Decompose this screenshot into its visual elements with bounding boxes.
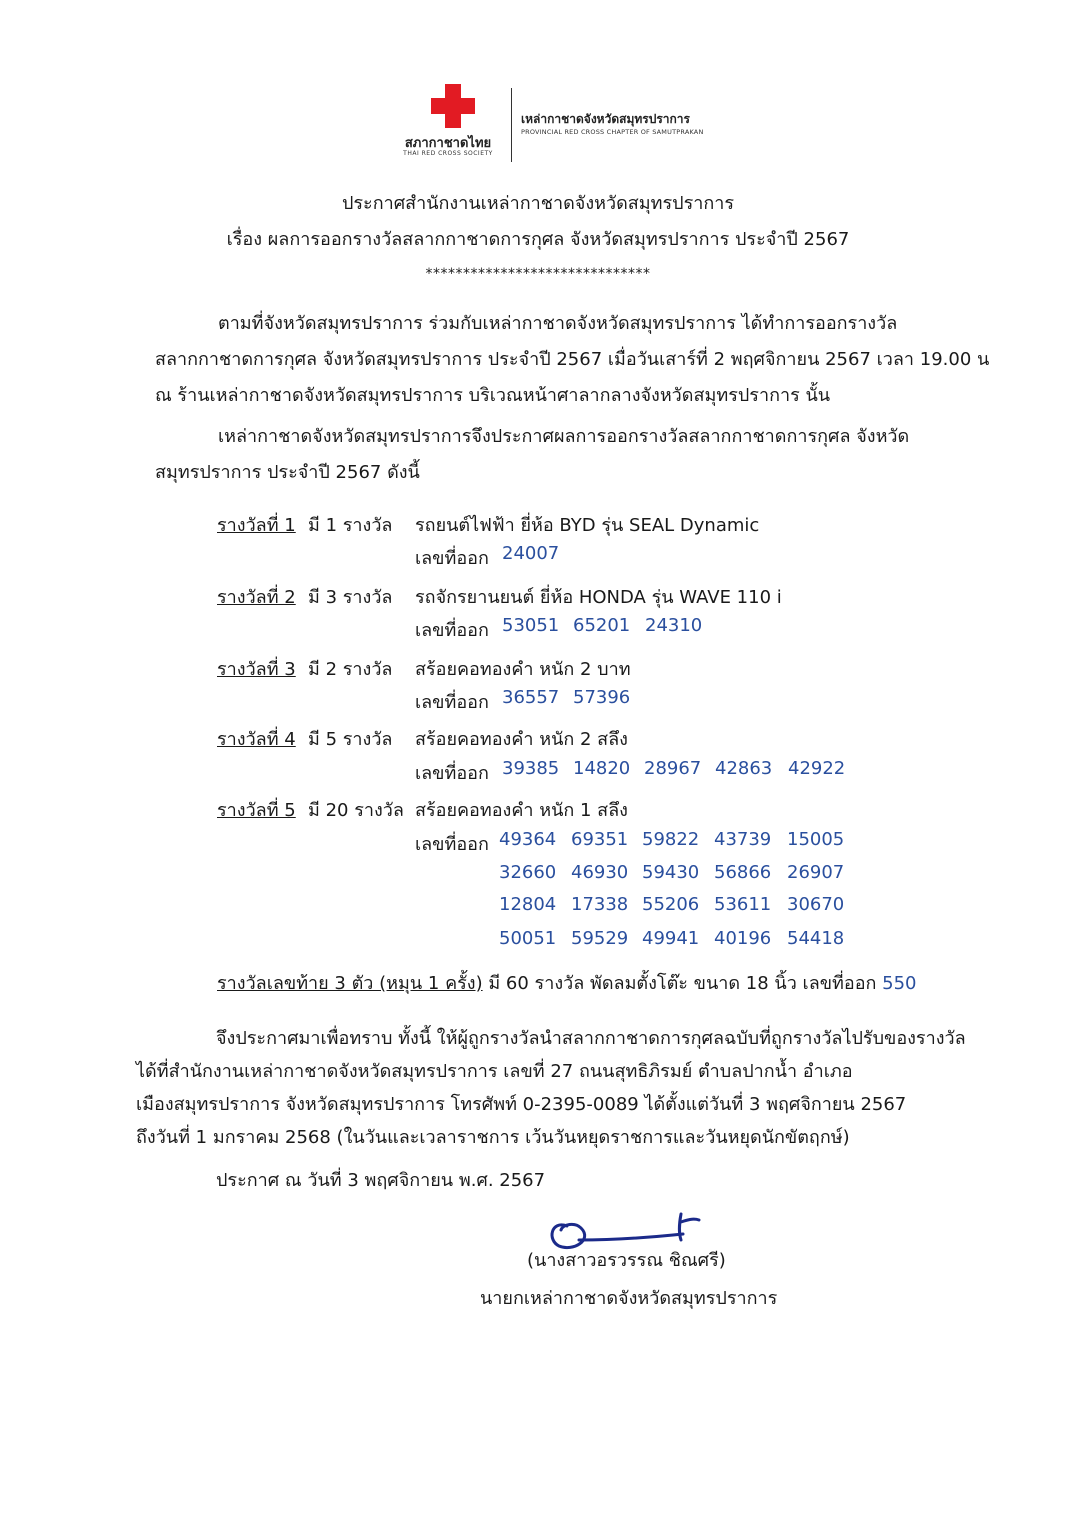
chapter-name-thai: เหล่ากาชาดจังหวัดสมุทรปราการ bbox=[521, 112, 690, 126]
prize-4-number: 14820 bbox=[573, 758, 631, 779]
prize-4-drawn-label: เลขที่ออก bbox=[415, 763, 489, 784]
prize-5-number: 43739 bbox=[714, 829, 772, 850]
prize-3-label: รางวัลที่ 3 bbox=[217, 659, 296, 680]
claim-line-3: เมืองสมุทรปราการ จังหวัดสมุทรปราการ โทรศัพท์ 0-2395-0089 ได้ตั้งแต่วันที่ 3 พฤศจิกายน 2567 bbox=[136, 1094, 907, 1115]
prize-3-number: 57396 bbox=[573, 687, 631, 708]
prize-1-desc: รถยนต์ไฟฟ้า ยี่ห้อ BYD รุ่น SEAL Dynamic bbox=[415, 515, 760, 536]
prize-5-number: 56866 bbox=[714, 862, 772, 883]
announce-line-1: เหล่ากาชาดจังหวัดสมุทรปราการจึงประกาศผลการออกรางวัลสลากกาชาดการกุศล จังหวัด bbox=[218, 426, 910, 447]
prize-5-number: 49941 bbox=[642, 928, 700, 949]
prize-5-count: มี 20 รางวัล bbox=[308, 800, 404, 821]
claim-line-1: จึงประกาศมาเพื่อทราบ ทั้งนี้ ให้ผู้ถูกรางวัลนำสลากกาชาดการกุศลฉบับที่ถูกรางวัลไปรับของรางวัล bbox=[216, 1028, 966, 1049]
prize-2-drawn-label: เลขที่ออก bbox=[415, 620, 489, 641]
last3-prize-line bbox=[217, 968, 917, 997]
prize-5-number: 54418 bbox=[787, 928, 845, 949]
prize-5-number: 59430 bbox=[642, 862, 700, 883]
prize-5-number: 53611 bbox=[714, 894, 772, 915]
prize-4-desc: สร้อยคอทองคำ หนัก 2 สลึง bbox=[415, 729, 628, 750]
prize-4-number: 28967 bbox=[644, 758, 702, 779]
announce-date: ประกาศ ณ วันที่ 3 พฤศจิกายน พ.ศ. 2567 bbox=[216, 1170, 546, 1191]
claim-line-4: ถึงวันที่ 1 มกราคม 2568 (ในวันและเวลาราชการ เว้นวันหยุดราชการและวันหยุดนักขัตฤกษ์) bbox=[136, 1127, 850, 1148]
announcement-subject: เรื่อง ผลการออกรางวัลสลากกาชาดการกุศล จังหวัดสมุทรปราการ ประจำปี 2567 bbox=[226, 229, 850, 250]
prize-4-number: 39385 bbox=[502, 758, 560, 779]
prize-5-number: 59822 bbox=[642, 829, 700, 850]
prize-1-drawn-label: เลขที่ออก bbox=[415, 548, 489, 569]
separator-stars: ****************************** bbox=[425, 266, 651, 282]
prize-5-drawn-label: เลขที่ออก bbox=[415, 834, 489, 855]
intro-line-2: สลากกาชาดการกุศล จังหวัดสมุทรปราการ ประจำปี 2567 เมื่อวันเสาร์ที่ 2 พฤศจิกายน 2567 เวลา 19.00 น bbox=[155, 349, 990, 370]
last3-label: รางวัลเลขท้าย 3 ตัว (หมุน 1 ครั้ง) bbox=[217, 973, 483, 994]
prize-5-number: 30670 bbox=[787, 894, 845, 915]
prize-5-number: 50051 bbox=[499, 928, 557, 949]
prize-2-number: 24310 bbox=[645, 615, 703, 636]
announce-line-2: สมุทรปราการ ประจำปี 2567 ดังนี้ bbox=[155, 462, 420, 483]
prize-5-number: 55206 bbox=[642, 894, 700, 915]
prize-5-number: 69351 bbox=[571, 829, 629, 850]
signer-name: (นางสาวอรวรรณ ชิณศรี) bbox=[527, 1250, 726, 1271]
last3-number: 550 bbox=[882, 973, 917, 994]
prize-1-count: มี 1 รางวัล bbox=[308, 515, 393, 536]
prize-5-number: 32660 bbox=[499, 862, 557, 883]
prize-4-count: มี 5 รางวัล bbox=[308, 729, 393, 750]
prize-3-drawn-label: เลขที่ออก bbox=[415, 692, 489, 713]
prize-5-number: 17338 bbox=[571, 894, 629, 915]
prize-2-desc: รถจักรยานยนต์ ยี่ห้อ HONDA รุ่น WAVE 110 i bbox=[415, 587, 782, 608]
prize-2-number: 65201 bbox=[573, 615, 631, 636]
intro-line-3: ณ ร้านเหล่ากาชาดจังหวัดสมุทรปราการ บริเวณหน้าศาลากลางจังหวัดสมุทรปราการ นั้น bbox=[155, 385, 831, 406]
prize-4-number: 42863 bbox=[715, 758, 773, 779]
prize-3-number: 36557 bbox=[502, 687, 560, 708]
last3-text: มี 60 รางวัล พัดลมตั้งโต๊ะ ขนาด 18 นิ้ว เลขที่ออก bbox=[488, 973, 877, 994]
logo-divider bbox=[511, 88, 512, 162]
prize-5-number: 59529 bbox=[571, 928, 629, 949]
prize-5-number: 12804 bbox=[499, 894, 557, 915]
chapter-name-english: PROVINCIAL RED CROSS CHAPTER OF SAMUTPRAKAN bbox=[521, 128, 704, 136]
intro-line-1: ตามที่จังหวัดสมุทรปราการ ร่วมกับเหล่ากาชาดจังหวัดสมุทรปราการ ได้ทำการออกรางวัล bbox=[218, 313, 898, 334]
signer-title: นายกเหล่ากาชาดจังหวัดสมุทรปราการ bbox=[480, 1288, 778, 1309]
announcement-title: ประกาศสำนักงานเหล่ากาชาดจังหวัดสมุทรปราการ bbox=[341, 193, 735, 214]
prize-3-desc: สร้อยคอทองคำ หนัก 2 บาท bbox=[415, 659, 631, 680]
prize-4-label: รางวัลที่ 4 bbox=[217, 729, 296, 750]
prize-1-number: 24007 bbox=[502, 543, 560, 564]
red-cross-logo bbox=[388, 82, 748, 164]
prize-4-number: 42922 bbox=[788, 758, 846, 779]
org-name-english: THAI RED CROSS SOCIETY bbox=[403, 150, 493, 157]
prize-5-number: 49364 bbox=[499, 829, 557, 850]
prize-5-number: 40196 bbox=[714, 928, 772, 949]
prize-2-count: มี 3 รางวัล bbox=[308, 587, 393, 608]
claim-line-2: ได้ที่สำนักงานเหล่ากาชาดจังหวัดสมุทรปราการ เลขที่ 27 ถนนสุทธิภิรมย์ ตำบลปากน้ำ อำเภอ bbox=[136, 1061, 853, 1082]
prize-5-desc: สร้อยคอทองคำ หนัก 1 สลึง bbox=[415, 800, 628, 821]
prize-2-label: รางวัลที่ 2 bbox=[217, 587, 296, 608]
prize-3-count: มี 2 รางวัล bbox=[308, 659, 393, 680]
prize-5-number: 46930 bbox=[571, 862, 629, 883]
prize-5-label: รางวัลที่ 5 bbox=[217, 800, 296, 821]
prize-5-number: 26907 bbox=[787, 862, 845, 883]
prize-1-label: รางวัลที่ 1 bbox=[217, 515, 296, 536]
prize-5-number: 15005 bbox=[787, 829, 845, 850]
prize-2-number: 53051 bbox=[502, 615, 560, 636]
org-name-thai: สภากาชาดไทย bbox=[404, 136, 492, 151]
red-cross-icon bbox=[431, 84, 475, 128]
